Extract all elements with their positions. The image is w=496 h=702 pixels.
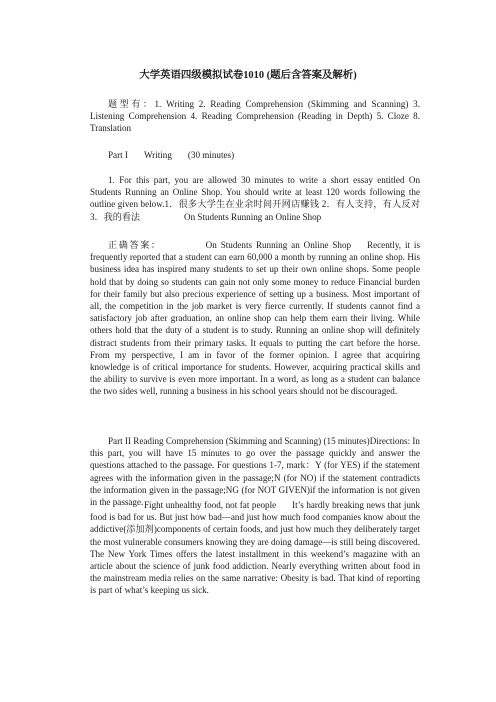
answer-label: 正确答案： [108, 240, 162, 250]
answer-text: Recently, it is frequently reported that a student can earn 60,000 a month by running an online shop. His business idea has inspired many students to set up their own online shops. Some people hold that by doing so students can gain not only some money to reduce Financial burden for their family but also precious experience of setting up a business. Most important of all, the competition in the job market is very fierce currently. If students cannot find a satisfactory job after graduation, an online shop can help them earn their living. While others hold that the duty of a student is to study. Running an online shop will definitely distract students from their primary tasks. It equals to putting the cart before the horse. From my perspective, I am in favor of the former opinion. I agree that acquiring knowledge is of critical importance for students. However, acquiring practical skills and the ability to survive is even more important. In a word, as long as a student can balance the two sides well, running a business in his school years should not be discouraged. [90, 240, 420, 397]
part1-label: Part I [108, 150, 128, 160]
question-1 [90, 174, 420, 223]
passage-text: It’s hardly breaking news that junk food is bad for us. But just how bad—and just how much food companies know about the addictive(添加剂)components of certain foods, and just how much they deliberately target the most vulnerable consumers knowing they are doing damage—is still being discovered. The New York Times offers the latest installment in this weekend’s magazine with an article about the science of junk food addiction. Nearly everything written about food in the mainstream media relies on the same narrative: Obesity is bad. That kind of reporting is part of what’s keeping us sick. [90, 500, 421, 596]
question-1-essay-title: On Students Running an Online Shop [184, 211, 322, 222]
part2-directions: Directions: In this part, you will have 15 minutes to go over the passage quickly and answer the questions attached to the passage. For questions 1-7, mark：Y (for YES) if the statement agrees with the information given in the passage;N (for NO) if the statement contradicts the information given in the passage;NG (for NOT GIVEN)if the information is not given in the passage. [90, 436, 420, 508]
part2-block [90, 435, 420, 508]
part1-name: Writing [143, 150, 172, 160]
part1-heading [90, 149, 420, 161]
part2-heading: Part II Reading Comprehension (Skimming and Scanning) (15 minutes) [108, 436, 370, 446]
passage [90, 499, 420, 597]
answer-essay-title: On Students Running an Online Shop [205, 240, 352, 250]
passage-title: Fight unhealthy food, not fat people [144, 500, 277, 510]
document-title: 大学英语四级模拟试卷1010 (题后含答案及解析) [139, 70, 357, 81]
question-1-text: 1. For this part, you are allowed 30 minutes to write a short essay entitled On Students Running an Online Shop. You should write at least 120 words following the outline given below.1．很多大学生在业余时间开网店赚钱 2．有人支持，有人反对 3．我的看法 [90, 175, 420, 222]
part1-time: (30 minutes) [187, 150, 235, 160]
question-types: 题型有：1. Writing 2. Reading Comprehension (Skimming and Scanning) 3. Listening Comprehension 4. Reading Comprehension (Reading in Depth) 5. Cloze 8. Translation [90, 99, 420, 134]
answer-block [90, 239, 420, 398]
